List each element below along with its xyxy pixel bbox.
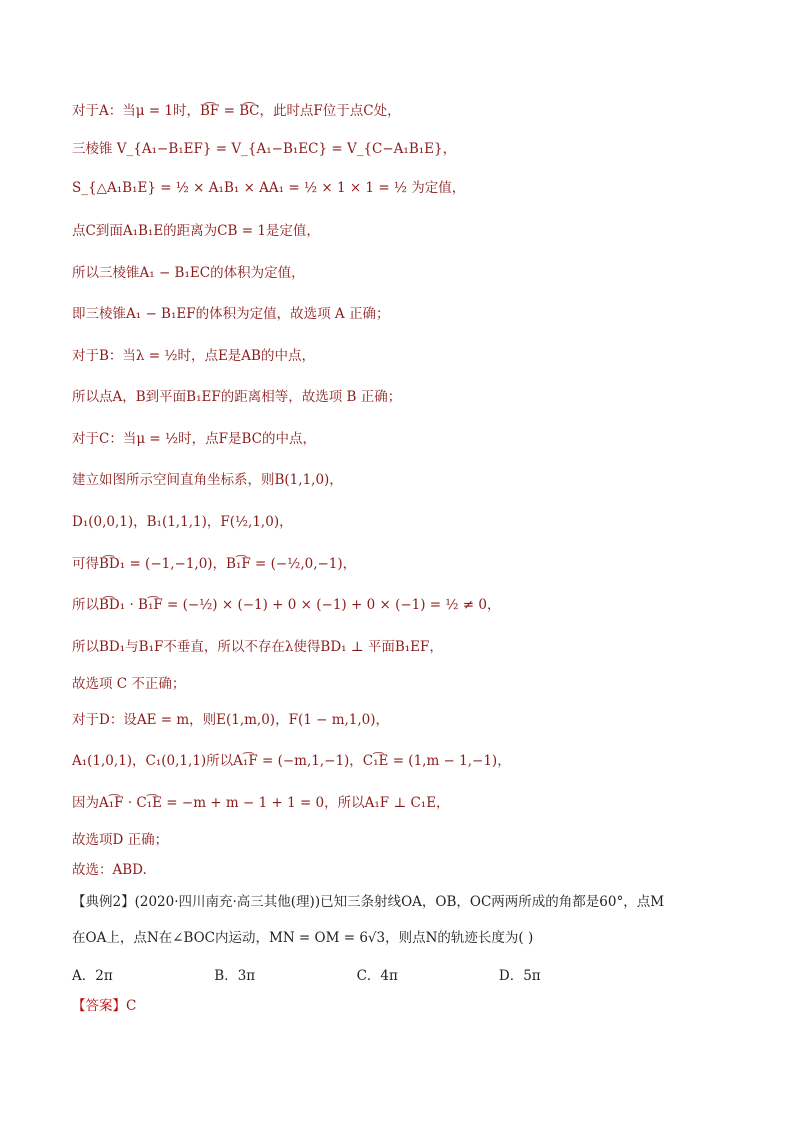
text-line: 即三棱锥A₁ − B₁EF的体积为定值，故选项 A 正确；: [72, 306, 390, 322]
text-line: 因为A₁͡F · C₁͡E = −m + m − 1 + 1 = 0，所以A₁F ⊥ C₁E，: [72, 795, 450, 811]
text-line: 故选项D 正确；: [72, 832, 169, 848]
text-line: 对于D：设AE = m，则E(1,m,0)，F(1 − m,1,0)，: [72, 712, 390, 728]
text-line: 点C到面A₁B₁E的距离为CB = 1是定值，: [72, 223, 320, 239]
text-line: 故选项 C 不正确；: [72, 676, 186, 692]
text-line: 故选：ABD.: [72, 862, 147, 878]
choice-a: A．2π: [72, 968, 113, 984]
choice-c: C．4π: [356, 968, 398, 984]
text-line: 所以BD₁与B₁F不垂直，所以不存在λ使得BD₁ ⊥ 平面B₁EF，: [72, 639, 443, 655]
example-line-2: 在OA上，点N在∠BOC内运动，MN = OM = 6√3，则点N的轨迹长度为( ): [72, 930, 534, 946]
text-line: 对于C：当μ = ½时，点F是BC的中点，: [72, 431, 316, 447]
text-line: S_{△A₁B₁E} = ½ × A₁B₁ × AA₁ = ½ × 1 × 1 = ½ 为定值，: [72, 180, 466, 196]
text-line: 可得B͡D₁ = (−1,−1,0)，B₁͡F = (−½,0,−1)，: [72, 556, 357, 572]
answer-line: [72, 998, 136, 1014]
text-line: 对于B：当λ = ½时，点E是AB的中点，: [72, 348, 315, 364]
text-line: D₁(0,0,1)，B₁(1,1,1)，F(½,1,0)，: [72, 514, 293, 530]
example-line-1: 【典例2】(2020·四川南充·高三其他(理))已知三条射线OA，OB，OC两两所成的角都是60°，点M: [72, 894, 665, 910]
choice-b: B．3π: [214, 968, 256, 984]
text-line: 所以三棱锥A₁ − B₁EC的体积为定值，: [72, 265, 305, 281]
answer-value: C: [126, 998, 137, 1014]
text-line: A₁(1,0,1)，C₁(0,1,1)所以A₁͡F = (−m,1,−1)，C₁͡E = (1,m − 1,−1)，: [72, 753, 511, 769]
text-line: 三棱锥 V_{A₁−B₁EF} = V_{A₁−B₁EC} = V_{C−A₁B₁E}，: [72, 141, 457, 157]
choice-list: [72, 964, 637, 984]
text-line: 对于A：当μ = 1时，B͡F = B͡C，此时点F位于点C处，: [72, 103, 401, 119]
text-line: 所以点A，B到平面B₁EF的距离相等，故选项 B 正确；: [72, 389, 402, 405]
text-line: 所以B͡D₁ · B₁͡F = (−½) × (−1) + 0 × (−1) + 0 × (−1) = ½ ≠ 0，: [72, 597, 501, 613]
answer-label: 【答案】: [72, 998, 126, 1014]
text-line: 建立如图所示空间直角坐标系，则B(1,1,0)，: [72, 472, 343, 488]
choice-d: D．5π: [498, 968, 541, 984]
